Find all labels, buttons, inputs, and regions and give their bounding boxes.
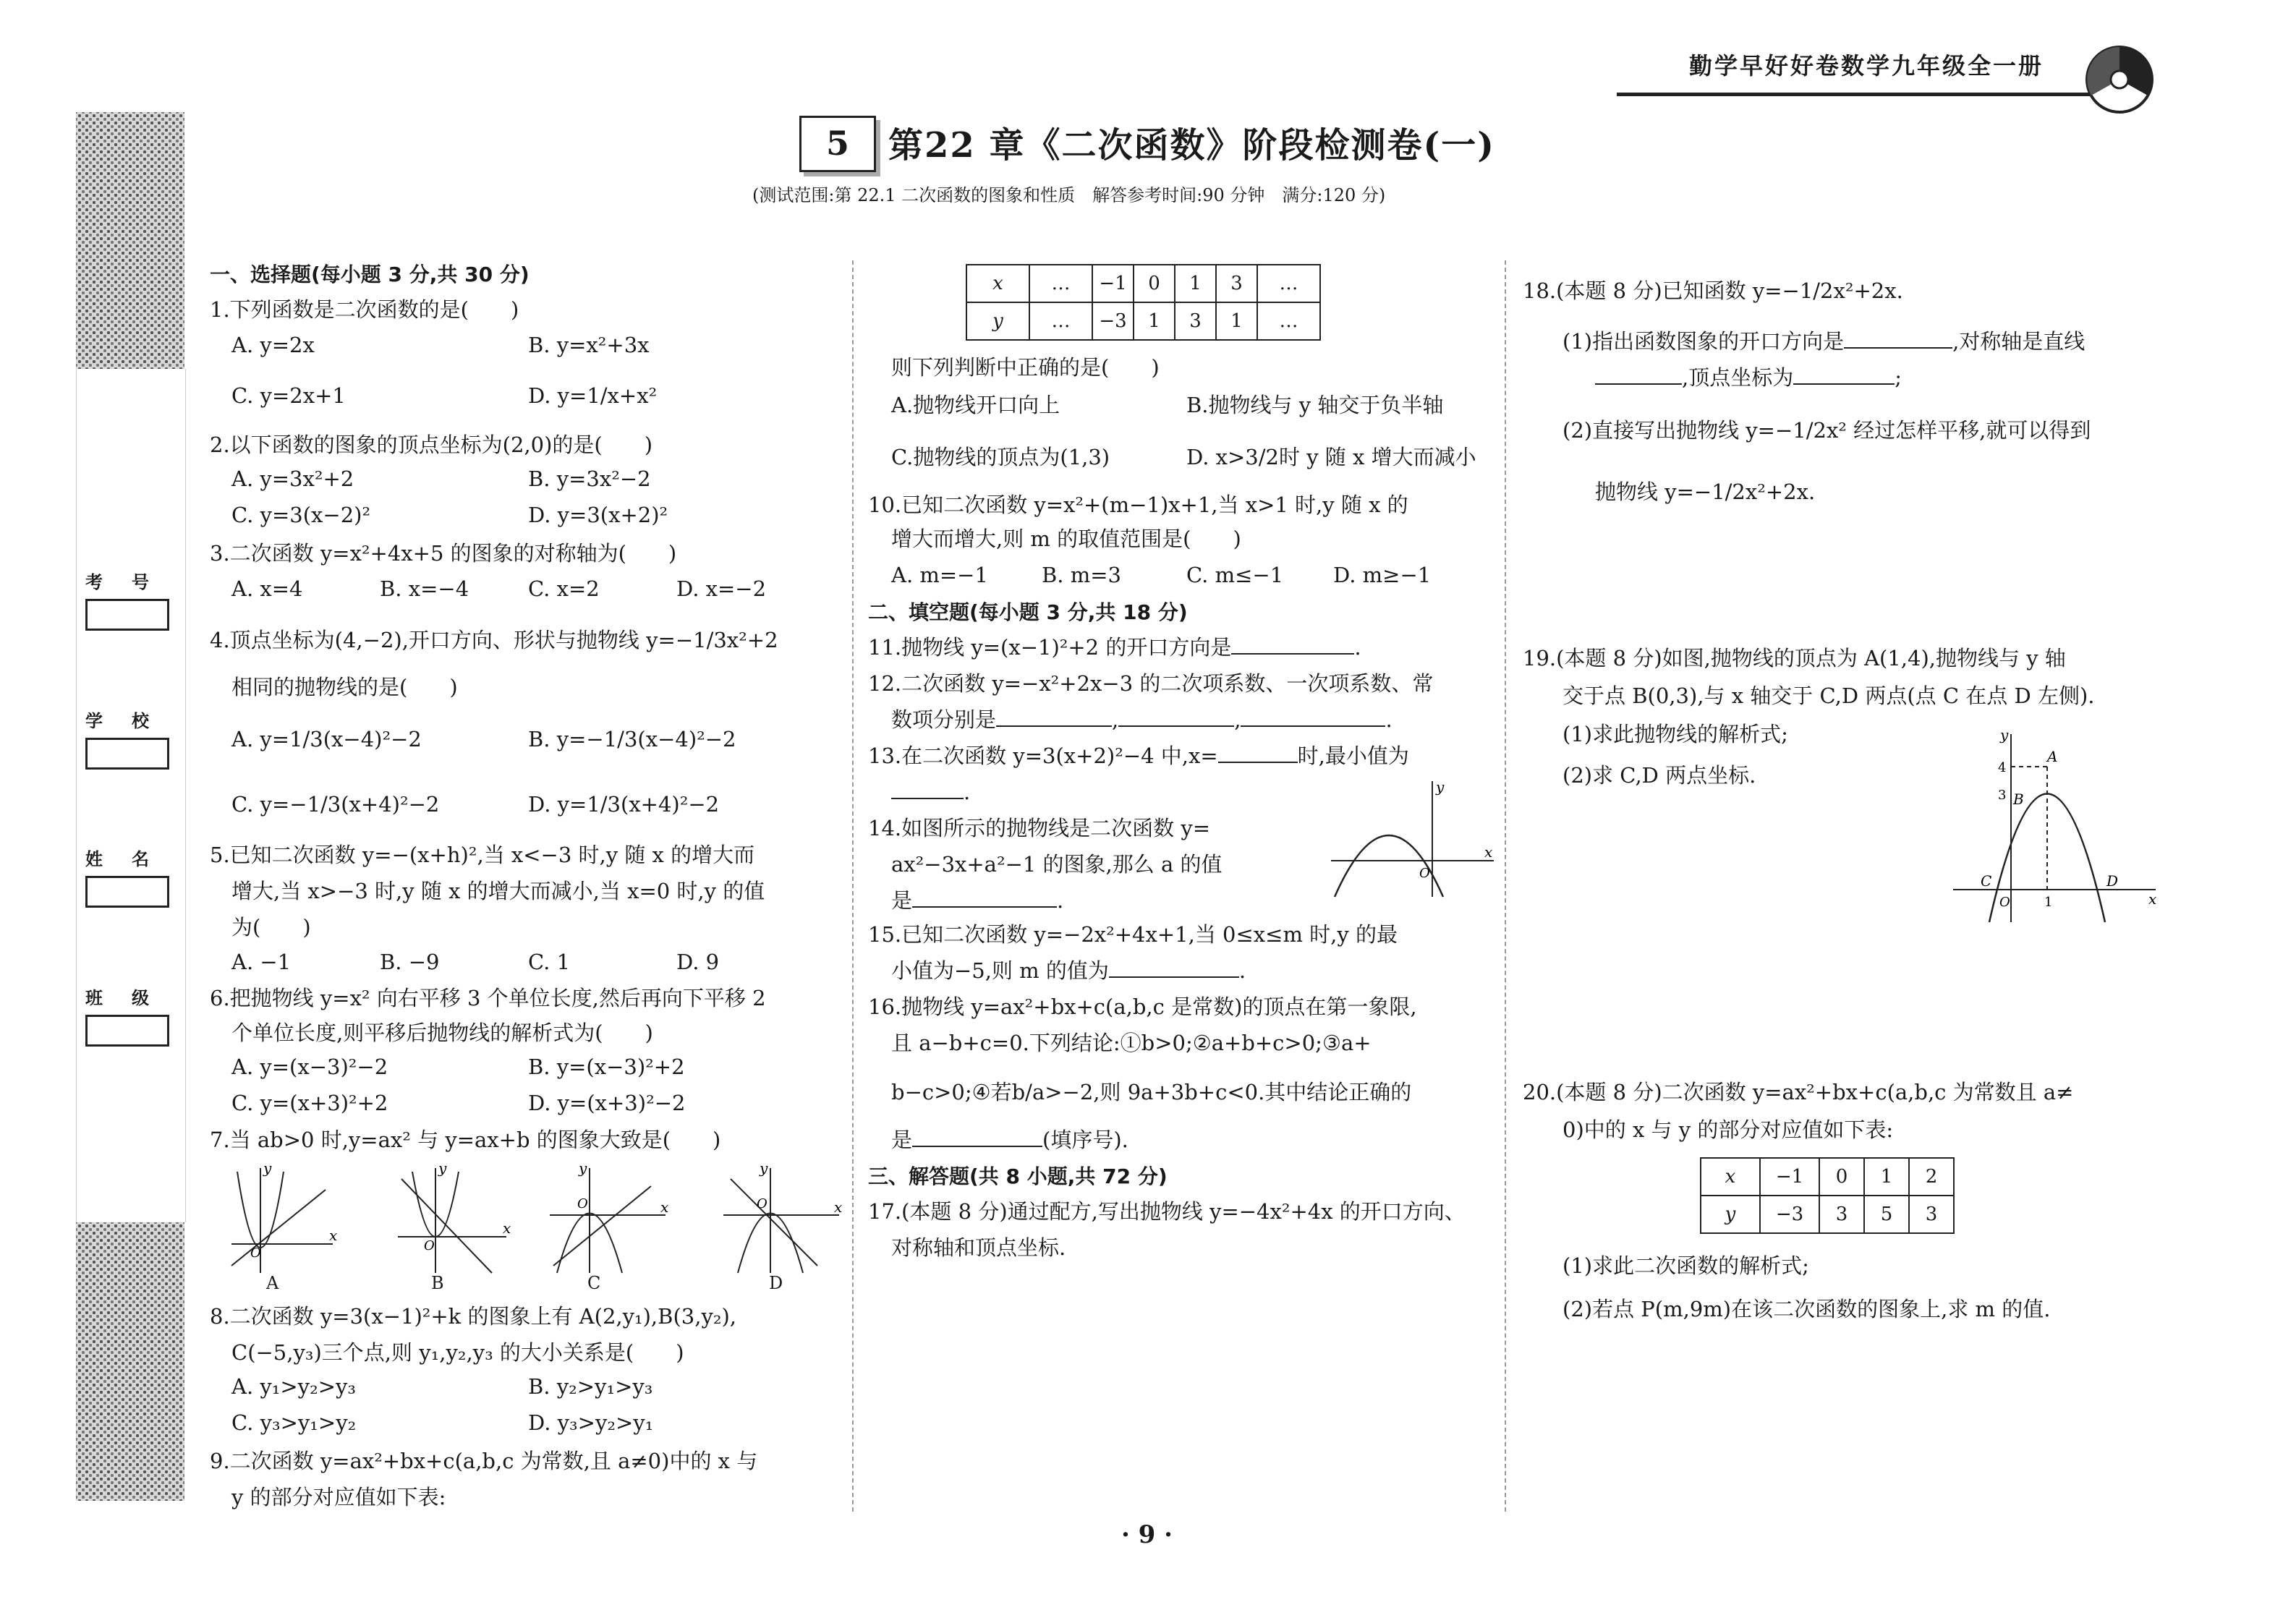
q11-stem: 11.抛物线 y=(x−1)²+2 的开口方向是 . xyxy=(868,633,1361,662)
q18-p1a: (1)指出函数图象的开口方向是 xyxy=(1562,329,1845,354)
table-cell: 3 xyxy=(1175,302,1216,340)
label-school: 学校 xyxy=(85,711,178,731)
q10-option-a: A. m=−1 xyxy=(891,563,988,587)
test-scope: (测试范围:第 22.1 二次函数的图象和性质 解答参考时间:90 分钟 满分:120 分) xyxy=(752,185,1386,205)
q20-stem-line1: 20.(本题 8 分)二次函数 y=ax²+bx+c(a,b,c 为常数且 a≠ xyxy=(1523,1080,2074,1104)
q1-stem: 1.下列函数是二次函数的是( ) xyxy=(210,297,519,322)
table-cell: 1 xyxy=(1864,1158,1909,1196)
q7-label-a: A xyxy=(266,1273,279,1293)
side-strip-bottom xyxy=(76,1222,184,1501)
q16-answer-blank[interactable] xyxy=(912,1125,1042,1147)
q6-stem-line1: 6.把抛物线 y=x² 向右平移 3 个单位长度,然后再向下平移 2 xyxy=(210,986,766,1010)
q5-option-d: D. 9 xyxy=(676,950,720,974)
q9-option-a: A.抛物线开口向上 xyxy=(891,393,1060,417)
q4-option-c: C. y=−1/3(x+4)²−2 xyxy=(231,792,440,817)
q15-text: 小值为−5,则 m 的值为 xyxy=(891,958,1109,983)
q6-option-b: B. y=(x−3)²+2 xyxy=(528,1055,685,1079)
test-number-box xyxy=(799,116,876,172)
q18-p1b: ,对称轴是直线 xyxy=(1952,329,2085,354)
q9-stem-line2: y 的部分对应值如下表: xyxy=(231,1485,446,1509)
q5-stem-line1: 5.已知二次函数 y=−(x+h)²,当 x<−3 时,y 随 x 的增大而 xyxy=(210,843,755,867)
table-cell: −1 xyxy=(1760,1158,1819,1196)
table-cell: y xyxy=(966,302,1029,340)
table-cell: 3 xyxy=(1819,1196,1864,1233)
q19-stem-line2: 交于点 B(0,3),与 x 轴交于 C,D 两点(点 C 在点 D 左侧). xyxy=(1562,683,2095,708)
table-cell: … xyxy=(1257,265,1320,302)
table-row xyxy=(1701,1158,1954,1196)
exam-number-field[interactable] xyxy=(85,599,169,631)
q7-graph-b xyxy=(391,1157,514,1280)
q13-stem-line2: . xyxy=(891,778,970,806)
q7-label-c: C xyxy=(587,1273,601,1293)
q5-stem-line2: 增大,当 x>−3 时,y 随 x 的增大而减小,当 x=0 时,y 的值 xyxy=(231,879,765,903)
table-cell: −3 xyxy=(1760,1196,1819,1233)
q10-option-c: C. m≤−1 xyxy=(1186,563,1284,587)
q3-option-c: C. x=2 xyxy=(528,576,600,601)
q7d-x-label: x xyxy=(834,1198,843,1216)
q9-stem-line1: 9.二次函数 y=ax²+bx+c(a,b,c 为常数,且 a≠0)中的 x 与 xyxy=(210,1449,758,1473)
q7a-origin: O xyxy=(250,1245,261,1261)
q7-graph-a xyxy=(224,1157,340,1280)
brand-logo-icon xyxy=(2083,43,2156,119)
q20-part2: (2)若点 P(m,9m)在该二次函数的图象上,求 m 的值. xyxy=(1562,1297,2051,1321)
q14-answer-blank[interactable] xyxy=(912,886,1057,908)
page-number: · 9 · xyxy=(1121,1520,1173,1549)
q18-stem: 18.(本题 8 分)已知函数 y=−1/2x²+2x. xyxy=(1523,278,1903,303)
q7-graph-d xyxy=(716,1157,846,1280)
q19-x-label: x xyxy=(2148,890,2157,908)
q19-y-label: y xyxy=(2000,727,2009,744)
q13-text-2: 时,最小值为 xyxy=(1297,744,1409,768)
q5-option-b: B. −9 xyxy=(380,950,440,974)
q14-stem-line2: ax²−3x+a²−1 的图象,那么 a 的值 xyxy=(891,852,1223,877)
q18-answer-blank-1[interactable] xyxy=(1844,327,1952,349)
q7-label-d: D xyxy=(769,1273,783,1293)
q13-answer-blank-2[interactable] xyxy=(891,778,964,799)
q19-part1: (1)求此抛物线的解析式; xyxy=(1562,722,1788,746)
q3-option-b: B. x=−4 xyxy=(380,576,469,601)
q12-stem-line2: 数项分别是 , , . xyxy=(891,705,1393,734)
q9-option-b: B.抛物线与 y 轴交于负半轴 xyxy=(1186,393,1444,417)
table-cell: y xyxy=(1701,1196,1760,1233)
q8-stem-line1: 8.二次函数 y=3(x−1)²+k 的图象上有 A(2,y₁),B(3,y₂), xyxy=(210,1304,736,1329)
q1-option-b: B. y=x²+3x xyxy=(528,333,650,357)
table-row xyxy=(1701,1196,1954,1233)
q19-tick-3: 3 xyxy=(1998,788,2007,803)
q19-point-c: C xyxy=(1981,872,1992,890)
label-name: 姓名 xyxy=(85,849,178,869)
table-cell: 1 xyxy=(1134,302,1175,340)
q2-option-a: A. y=3x²+2 xyxy=(231,467,354,491)
q4-stem-line2: 相同的抛物线的是( ) xyxy=(231,675,458,699)
q2-option-c: C. y=3(x−2)² xyxy=(231,503,371,527)
q8-option-d: D. y₃>y₂>y₁ xyxy=(528,1410,654,1435)
q14-y-label: y xyxy=(1436,778,1445,796)
q19-origin: O xyxy=(1999,895,2010,910)
q19-stem-line1: 19.(本题 8 分)如图,抛物线的顶点为 A(1,4),抛物线与 y 轴 xyxy=(1523,646,2066,670)
q6-option-c: C. y=(x+3)²+2 xyxy=(231,1091,388,1115)
q3-option-d: D. x=−2 xyxy=(676,576,767,601)
q10-option-d: D. m≥−1 xyxy=(1333,563,1432,587)
column-divider-1 xyxy=(852,260,854,1512)
q18-answer-blank-3[interactable] xyxy=(1793,363,1895,385)
test-number: 5 xyxy=(825,124,849,163)
table-cell: 1 xyxy=(1175,265,1216,302)
q7-stem: 7.当 ab>0 时,y=ax² 与 y=ax+b 的图象大致是( ) xyxy=(210,1128,721,1152)
q5-stem-line3: 为( ) xyxy=(231,915,311,940)
q16-text-2: (填序号). xyxy=(1042,1128,1128,1152)
q17-stem-line2: 对称轴和顶点坐标. xyxy=(891,1235,1066,1260)
q4-option-d: D. y=1/3(x+4)²−2 xyxy=(528,792,720,817)
q14-text: 是 xyxy=(891,888,913,913)
q19-point-d: D xyxy=(2106,872,2119,890)
q6-stem-line2: 个单位长度,则平移后抛物线的解析式为( ) xyxy=(231,1021,653,1045)
q20-value-table xyxy=(1700,1157,1955,1234)
q7c-origin: O xyxy=(577,1196,588,1211)
q14-stem-line1: 14.如图所示的抛物线是二次函数 y= xyxy=(868,816,1211,840)
q2-option-d: D. y=3(x+2)² xyxy=(528,503,668,527)
q10-stem-line1: 10.已知二次函数 y=x²+(m−1)x+1,当 x>1 时,y 随 x 的 xyxy=(868,493,1408,517)
q19-tick-4: 4 xyxy=(1998,760,2007,775)
q8-option-c: C. y₃>y₁>y₂ xyxy=(231,1410,357,1435)
q3-option-a: A. x=4 xyxy=(231,576,303,601)
q7c-x-label: x xyxy=(660,1198,669,1216)
q17-stem-line1: 17.(本题 8 分)通过配方,写出抛物线 y=−4x²+4x 的开口方向、 xyxy=(868,1199,1466,1224)
table-cell: −3 xyxy=(1092,302,1134,340)
q18-part1-line2: ,顶点坐标为 ; xyxy=(1595,363,1902,392)
table-cell: 2 xyxy=(1909,1158,1954,1196)
table-cell: … xyxy=(1029,302,1092,340)
q15-answer-blank[interactable] xyxy=(1109,956,1239,978)
table-row xyxy=(966,302,1320,340)
q9-stem-line3: 则下列判断中正确的是( ) xyxy=(891,355,1160,380)
q1-option-d: D. y=1/x+x² xyxy=(528,383,658,408)
table-cell: x xyxy=(966,265,1029,302)
q6-option-d: D. y=(x+3)²−2 xyxy=(528,1091,686,1115)
q12-answer-blank-3[interactable] xyxy=(1241,705,1385,727)
q19-point-b: B xyxy=(2013,791,2024,808)
q5-option-c: C. 1 xyxy=(528,950,571,974)
q1-option-a: A. y=2x xyxy=(231,333,315,357)
q9-option-c: C.抛物线的顶点为(1,3) xyxy=(891,445,1110,469)
q7a-y-label: y xyxy=(263,1159,272,1177)
q4-option-a: A. y=1/3(x−4)²−2 xyxy=(231,727,422,751)
table-cell: 5 xyxy=(1864,1196,1909,1233)
q15-stem-line1: 15.已知二次函数 y=−2x²+4x+1,当 0≤x≤m 时,y 的最 xyxy=(868,922,1398,947)
q18-part1-line1 xyxy=(1562,327,2085,356)
q20-stem-line2: 0)中的 x 与 y 的部分对应值如下表: xyxy=(1562,1117,1894,1142)
q7b-y-label: y xyxy=(438,1159,447,1177)
q19-point-a: A xyxy=(2047,748,2058,765)
q19-tick-1: 1 xyxy=(2044,895,2053,910)
table-cell: … xyxy=(1257,302,1320,340)
q11-answer-blank[interactable] xyxy=(1231,633,1354,655)
school-field[interactable] xyxy=(85,738,169,770)
table-cell: x xyxy=(1701,1158,1760,1196)
q10-option-b: B. m=3 xyxy=(1042,563,1121,587)
section-fill-blank: 二、填空题(每小题 3 分,共 18 分) xyxy=(868,600,1188,624)
q2-option-b: B. y=3x²−2 xyxy=(528,467,651,491)
q13-text-1: 13.在二次函数 y=3(x+2)²−4 中,x= xyxy=(868,744,1218,768)
q4-option-b: B. y=−1/3(x−4)²−2 xyxy=(528,727,736,751)
q8-option-b: B. y₂>y₁>y₃ xyxy=(528,1374,653,1399)
q12-text: 数项分别是 xyxy=(891,707,997,732)
q14-stem-line3: 是 . xyxy=(891,886,1063,915)
q7c-y-label: y xyxy=(579,1159,587,1177)
q18-answer-blank-2[interactable] xyxy=(1595,363,1682,385)
section-choice: 一、选择题(每小题 3 分,共 30 分) xyxy=(210,263,530,286)
q2-stem: 2.以下函数的图象的顶点坐标为(2,0)的是( ) xyxy=(210,433,653,457)
q7-label-b: B xyxy=(431,1273,444,1293)
q7d-y-label: y xyxy=(760,1159,768,1177)
side-strip-top xyxy=(76,112,184,369)
q7-graph-c xyxy=(543,1157,673,1280)
q7b-x-label: x xyxy=(503,1219,511,1237)
q5-option-a: A. −1 xyxy=(231,950,292,974)
q10-stem-line2: 增大而增大,则 m 的取值范围是( ) xyxy=(891,527,1241,551)
q14-x-label: x xyxy=(1484,843,1493,861)
q11-text: 11.抛物线 y=(x−1)²+2 的开口方向是 xyxy=(868,635,1232,660)
class-field[interactable] xyxy=(85,1015,169,1047)
q1-option-c: C. y=2x+1 xyxy=(231,383,346,408)
q12-answer-blank-2[interactable] xyxy=(1118,705,1234,727)
q6-option-a: A. y=(x−3)²−2 xyxy=(231,1055,388,1079)
table-cell: −1 xyxy=(1092,265,1134,302)
table-cell: 0 xyxy=(1819,1158,1864,1196)
page-title: 第22 章《二次函数》阶段检测卷(一) xyxy=(888,125,1495,166)
q18-part2-line2: 抛物线 y=−1/2x²+2x. xyxy=(1595,480,1816,504)
table-cell: 1 xyxy=(1216,302,1257,340)
q16-stem-line3: b−c>0;④若b/a>−2,则 9a+3b+c<0.其中结论正确的 xyxy=(891,1080,1412,1104)
name-field[interactable] xyxy=(85,876,169,908)
table-cell: 3 xyxy=(1216,265,1257,302)
brand-title: 勤学早好好卷数学九年级全一册 xyxy=(1689,52,2044,80)
q12-stem-line1: 12.二次函数 y=−x²+2x−3 的二次项系数、一次项系数、常 xyxy=(868,671,1434,696)
label-class: 班级 xyxy=(85,988,178,1008)
q14-parabola-figure xyxy=(1324,778,1497,900)
q16-stem-line1: 16.抛物线 y=ax²+bx+c(a,b,c 是常数)的顶点在第一象限, xyxy=(868,994,1417,1019)
q13-answer-blank-1[interactable] xyxy=(1218,741,1298,763)
q20-part1: (1)求此二次函数的解析式; xyxy=(1562,1253,1809,1278)
q9-option-d: D. x>3/2时 y 随 x 增大而减小 xyxy=(1186,445,1476,469)
table-cell: … xyxy=(1029,265,1092,302)
table-cell: 3 xyxy=(1909,1196,1954,1233)
q13-stem-line1 xyxy=(868,741,1409,770)
label-exam-number: 考号 xyxy=(85,572,178,592)
q19-part2: (2)求 C,D 两点坐标. xyxy=(1562,763,1756,788)
q7a-x-label: x xyxy=(329,1227,338,1244)
q9-value-table xyxy=(966,264,1321,341)
q8-stem-line2: C(−5,y₃)三个点,则 y₁,y₂,y₃ 的大小关系是( ) xyxy=(231,1340,684,1365)
q16-stem-line2: 且 a−b+c=0.下列结论:①b>0;②a+b+c>0;③a+ xyxy=(891,1031,1372,1055)
q16-stem-line4 xyxy=(891,1125,1128,1154)
table-row xyxy=(966,265,1320,302)
q3-stem: 3.二次函数 y=x²+4x+5 的图象的对称轴为( ) xyxy=(210,541,677,566)
q12-answer-blank-1[interactable] xyxy=(996,705,1112,727)
q18-part2-line1: (2)直接写出抛物线 y=−1/2x² 经过怎样平移,就可以得到 xyxy=(1562,418,2091,443)
q14-origin: O xyxy=(1419,866,1430,881)
q18-p1c: ,顶点坐标为 xyxy=(1682,365,1794,390)
column-divider-2 xyxy=(1505,260,1506,1512)
side-info-panel xyxy=(76,369,186,1222)
q16-text-1: 是 xyxy=(891,1128,913,1152)
q8-option-a: A. y₁>y₂>y₃ xyxy=(231,1374,357,1399)
q19-parabola-figure xyxy=(1946,727,2163,926)
q7d-origin: O xyxy=(757,1196,768,1211)
table-cell: 0 xyxy=(1134,265,1175,302)
section-solve: 三、解答题(共 8 小题,共 72 分) xyxy=(868,1164,1168,1188)
q4-stem-line1: 4.顶点坐标为(4,−2),开口方向、形状与抛物线 y=−1/3x²+2 xyxy=(210,628,778,652)
q7b-origin: O xyxy=(424,1238,435,1253)
q15-stem-line2: 小值为−5,则 m 的值为 . xyxy=(891,956,1246,985)
header-rule xyxy=(1617,93,2094,96)
